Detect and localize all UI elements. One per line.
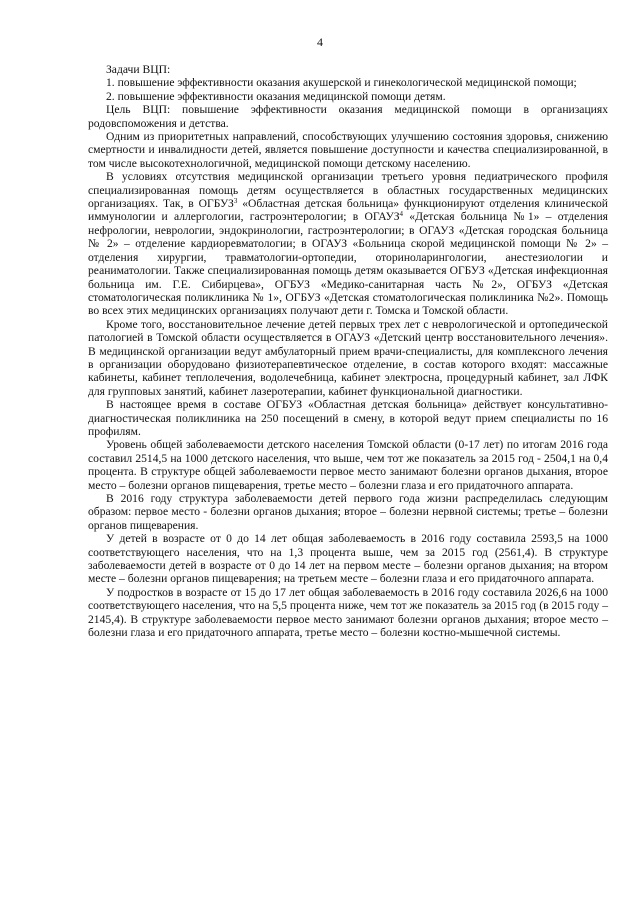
paragraph-morbidity-infants: В 2016 году структура заболеваемости детей первого года жизни распределилась следующим образом: первое место - болезни органов дыхания; второе – болезни нервной системы; третье – болезни органов пищеварения. bbox=[88, 492, 608, 532]
paragraph-priority: Одним из приоритетных направлений, способствующих улучшению состояния здоровья, снижению смертности и инвалидности детей, является повышение доступности и качества специализированной, в том числе высокотехнологичной, медицинской помощи детскому населению. bbox=[88, 130, 608, 170]
paragraph-goal: Цель ВЦП: повышение эффективности оказания медицинской помощи в организациях родовспоможения и детства. bbox=[88, 103, 608, 130]
page-number: 4 bbox=[317, 35, 323, 49]
specialized-care-text-2: «Областная детская больница» функционируют отделения клинической иммунологии и аллергологии, гастроэнтерологии; в ОГАУЗ bbox=[88, 197, 608, 224]
paragraph-tasks-heading: Задачи ВЦП: bbox=[106, 63, 171, 76]
document-body bbox=[88, 63, 608, 639]
footnote-ref-4: 4 bbox=[399, 210, 404, 219]
paragraph-morbidity-teens: У подростков в возрасте от 15 до 17 лет общая заболеваемость в 2016 году составила 2026,6 на 1000 соответствующего населения, что на 5,5 процента ниже, чем тот же показатель за 2015 год (в 2015 году – 2145,4). В структуре заболеваемости первое место занимают болезни органов дыхания; второе место – болезни глаза и его придаточного аппарата, третье место – болезни костно-мышечной системы. bbox=[88, 585, 608, 640]
paragraph-polyclinic: В настоящее время в составе ОГБУЗ «Областная детская больница» действует консультативно-диагностическая поликлиника на 250 посещений в смену, в которой ведут прием специалисты по 16 профилям. bbox=[88, 398, 608, 438]
footnote-ref-3: 3 bbox=[233, 197, 238, 206]
specialized-care-text-1: В условиях отсутствия медицинской организации третьего уровня педиатрического профиля специализированная помощь детям осуществляется в областных государственных медицинских организациях. Так, в ОГБУЗ bbox=[88, 170, 608, 211]
paragraph-rehabilitation: Кроме того, восстановительное лечение детей первых трех лет с неврологической и ортопедической патологией в Томской области осуществляется в ОГАУЗ «Детский центр восстановительного лечения». В медицинской организации ведут амбулаторный прием врачи-специалисты, для комплексного лечения в организации оборудовано физиотерапевтическое отделение, в состав которого входят: массажные кабинеты, кабинет теплолечения, водолечебница, кабинет электросна, процедурный кабинет, зал ЛФК для групповых занятий, кабинет лазеротерапии, кабинет функциональной диагностики. bbox=[88, 317, 608, 398]
paragraph-specialized-care bbox=[88, 170, 608, 317]
paragraph-task-1: 1. повышение эффективности оказания акушерской и гинекологической медицинской помощи; bbox=[106, 76, 577, 90]
paragraph-morbidity-children: У детей в возрасте от 0 до 14 лет общая заболеваемость в 2016 году составила 2593,5 на 1000 соответствующего населения, что на 1,3 процента выше, чем за 2015 год (2561,4). В структуре заболеваемости детей в возрасте от 0 до 14 лет на первом месте – болезни органов дыхания; на втором месте – болезни органов пищеварения; на третьем месте – болезни глаза и его придаточного аппарата. bbox=[88, 532, 608, 586]
paragraph-task-2: 2. повышение эффективности оказания медицинской помощи детям. bbox=[106, 89, 446, 103]
paragraph-morbidity-total: Уровень общей заболеваемости детского населения Томской области (0-17 лет) по итогам 2016 года составил 2514,5 на 1000 детского населения, что выше, чем тот же показатель за 2015 год - 2504,1 на 0,4 процента. В структуре общей заболеваемости первое место занимают болезни органов дыхания, второе место – болезни органов пищеварения, третье место – болезни глаза и его придаточного аппарата. bbox=[88, 438, 608, 492]
specialized-care-text-3: «Детская больница №1» – отделения нефрологии, неврологии, эндокринологии, гастроэнтерологии; в ОГАУЗ «Детская городская больница № 2» – отделение кардиоревматологии; в ОГАУЗ «Больница скорой медицинской помощи № 2» – отделения хирургии, травматологии-ортопедии, оториноларингологии, анестезиологии и реаниматологии. Также специализированная помощь детям оказывается ОГБУЗ «Детская инфекционная больница им. Г.Е. Сибирцева», ОГБУЗ «Медико-санитарная часть №2», ОГБУЗ «Детская стоматологическая поликлиника № 1», ОГБУЗ «Детская стоматологическая поликлиника №2». Помощь во всех этих медицинских организациях получают дети г. Томска и Томской области. bbox=[88, 210, 608, 318]
